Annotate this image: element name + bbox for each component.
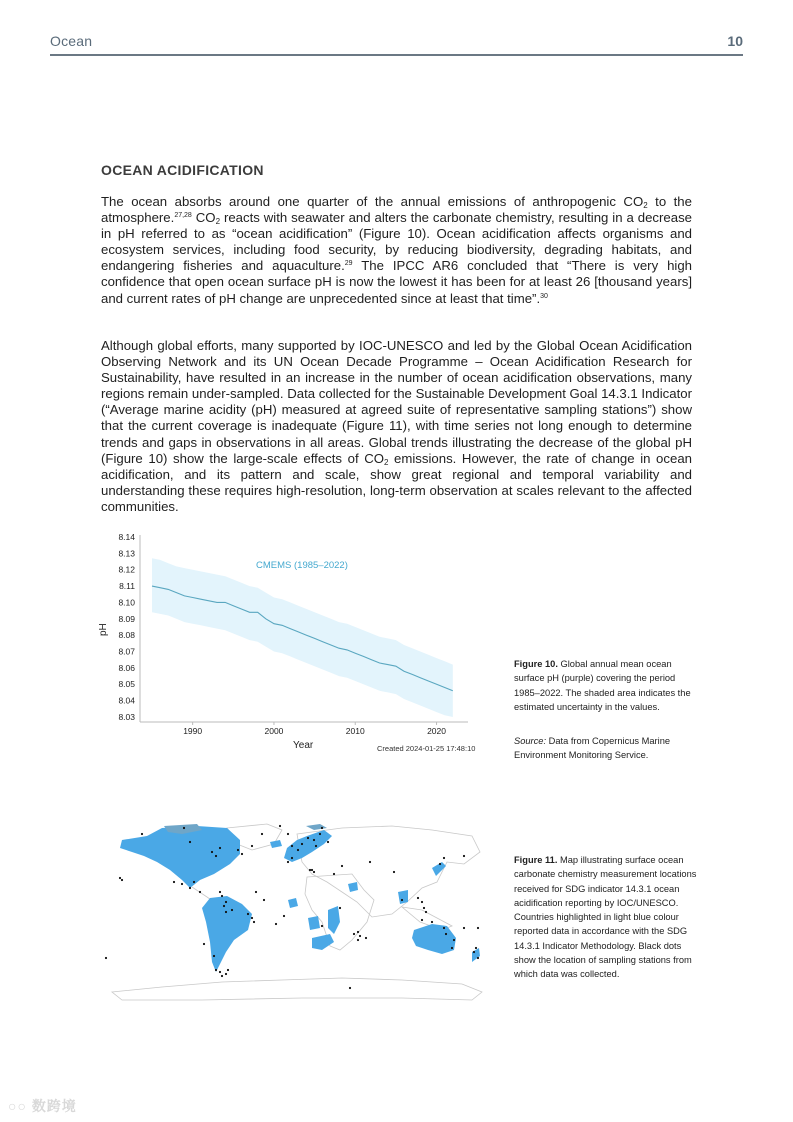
figure-label: Figure 11.	[514, 855, 558, 865]
y-tick-label: 8.04	[118, 695, 135, 706]
footnote-ref[interactable]: 30	[540, 292, 548, 300]
text-run: The ocean absorbs around one quarter of the annual emissions of anthropogenic CO	[101, 194, 644, 209]
y-axis-label: pH	[98, 623, 109, 636]
text-run: to the atmosphere.	[101, 194, 692, 226]
y-tick-label: 8.07	[118, 646, 135, 657]
figure-label: Figure 10.	[514, 659, 558, 669]
y-tick-label: 8.13	[118, 548, 135, 559]
subscript: 2	[643, 201, 648, 210]
y-tick-label: 8.10	[118, 597, 135, 608]
uncertainty-band	[152, 558, 453, 717]
caption-text: Global annual mean ocean surface pH (purple) covering the period 1985–2022. The shaded area indicates the estimated uncertainty in the values.	[514, 659, 691, 712]
ph-line-chart	[95, 530, 495, 760]
paragraph-1	[101, 194, 692, 307]
watermark-logo	[8, 1096, 77, 1116]
source-label: Source:	[514, 736, 547, 746]
y-tick-label: 8.06	[118, 662, 135, 673]
header-divider	[50, 54, 743, 56]
figure-11-world-map	[102, 822, 487, 1007]
y-tick-label: 8.05	[118, 679, 135, 690]
y-tick-label: 8.14	[118, 532, 135, 542]
world-map-svg	[102, 822, 487, 1007]
source-text: Data from Copernicus Marine Environment Monitoring Service.	[514, 736, 671, 761]
text-run: reacts with seawater and alters the carbonate chemistry, resulting in a decrease in pH referred to as “ocean acidification” (Figure 10). Ocean acidification affects organisms and ecosystem services, including food security, by reducing biodiversity, degrading habitats, and endangering fisheries and aquaculture.	[101, 210, 692, 274]
page-number: 10	[727, 33, 743, 49]
running-section-title: Ocean	[50, 33, 93, 49]
reporting-countries	[120, 824, 480, 972]
caption-text: Map illustrating surface ocean carbonate chemistry measurement locations received for SDG indicator 14.3.1 ocean acidification reporting by IOC/UNESCO. Countries highlighted in light blue colour reported data in accordance with the SDG 14.3.1 Indicator Methodology. Black dots show the location of sampling stations from which data was collected.	[514, 855, 697, 980]
x-tick-label: 2020	[427, 726, 447, 736]
legend-label: CMEMS (1985–2022)	[256, 560, 348, 571]
text-run: emissions. However, the rate of change in ocean acidification, and its pattern and scale, show great regional and temporal variability and understanding these requires high-resolution, long-term observation at scales relevant to the affected communities.	[101, 450, 692, 514]
text-run: Although global efforts, many supported by IOC-UNESCO and led by the Global Ocean Acidification Observing Network and its UN Ocean Decade Programme – Ocean Acidification Research for Sustainability, have resulted in an increase in the number of ocean acidification observations, many regions remain under-sampled. Data collected for the Sustainable Development Goal 14.3.1 Indicator (“Average marine acidity (pH) measured at agreed suite of representative sampling stations”) show that the current coverage is inadequate (Figure 11), with time series not long enough to determine trends and gaps in observations in all areas. Global trends illustrating the decrease of the global pH (Figure 10) show the large-scale effects of CO	[101, 338, 692, 466]
text-run: CO	[191, 210, 216, 226]
figure-11-caption	[514, 853, 699, 982]
footnote-ref[interactable]: 29	[344, 260, 353, 268]
x-tick-label: 2010	[345, 726, 365, 736]
y-tick-label: 8.11	[119, 581, 135, 592]
section-heading: OCEAN ACIDIFICATION	[101, 162, 264, 178]
figure-10-caption	[514, 657, 699, 714]
x-axis-label: Year	[293, 740, 314, 751]
figure-10-chart	[95, 530, 495, 760]
subscript: 2	[215, 217, 221, 227]
subscript: 2	[384, 457, 389, 467]
paragraph-2	[101, 338, 692, 515]
page-header	[50, 33, 743, 53]
created-timestamp: Created 2024-01-25 17:48:10	[377, 744, 476, 753]
watermark-icon: ○○	[8, 1098, 32, 1114]
x-tick-label: 1990	[183, 726, 203, 736]
x-tick-label: 2000	[264, 726, 284, 736]
watermark-text: 数跨境	[31, 1098, 77, 1114]
text-run: The IPCC AR6 concluded that “There is very high confidence that open ocean surface pH is now the lowest it has been for at least 26 [thousand years] and current rates of pH change are unprecedented since at least that time”.	[101, 258, 693, 306]
y-tick-label: 8.12	[118, 564, 135, 575]
y-tick-label: 8.03	[118, 712, 135, 722]
y-tick-label: 8.08	[118, 630, 135, 641]
footnote-ref[interactable]: 27,28	[174, 212, 192, 220]
y-tick-label: 8.09	[118, 613, 135, 624]
figure-10-source	[514, 734, 699, 763]
